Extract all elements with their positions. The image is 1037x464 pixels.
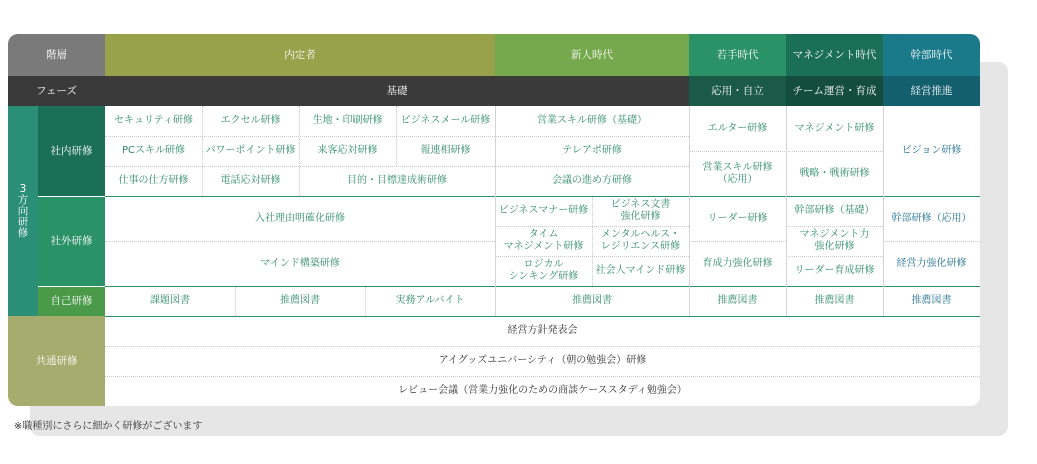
grid-line [235,286,236,316]
cell-joining-reason: 入社理由明確化研修 [255,212,345,224]
grid-line [105,376,980,377]
grid-line [105,166,689,167]
phase-applied: 応用・自立 [689,76,786,106]
common-item-review: レビュー会議（営業力強化のための商談ケーススタディ勉強会） [398,385,687,396]
cell-executive-basic: 幹部研修（基礎） [794,205,875,216]
cell-assigned-books: 課題図書 [150,295,190,306]
cell-recommended-books-management: 推薦図書 [814,295,855,306]
phase-management-promotion: 経営推進 [883,76,980,106]
cell-logical-thinking: ロジカル シンキング研修 [508,259,579,282]
cell-recommended-books-new: 推薦図書 [572,295,612,306]
cell-horenso: 報連相研修 [420,145,471,156]
grid-line [396,106,397,166]
cell-recommended-books-pre: 推薦図書 [280,295,320,306]
three-way-label: 3 方 向 研 修 [8,106,38,316]
cell-sales-applied: 営業スキル研修 （応用） [702,161,773,185]
grid-line [883,241,980,242]
grid-line [365,286,366,316]
self-label: 自己研修 [38,286,105,316]
cell-fabric-print: 生地・印刷研修 [312,115,383,126]
cell-pc-skill: PCスキル研修 [122,145,185,156]
grid-line [786,256,883,257]
cell-part-time-work: 実務アルバイト [395,295,465,306]
section-line [105,286,980,287]
section-line [786,106,787,316]
grid-line [592,196,593,286]
section-line [105,316,980,317]
phase-basic: 基礎 [105,76,689,106]
phase-team: チーム運営・育成 [786,76,883,106]
cell-executive-applied: 幹部研修（応用） [891,212,972,224]
grid-line [105,346,980,347]
header-management: マネジメント時代 [786,34,883,76]
header-new-employee: 新人時代 [495,34,689,76]
training-table [8,34,980,406]
grid-line [689,241,786,242]
cell-excel: エクセル研修 [220,115,281,126]
section-line [689,106,690,316]
header-young: 若手時代 [689,34,786,76]
common-item-university: アイグッズユニバーシティ（朝の勉強会）研修 [438,355,647,366]
common-item-policy: 経営方針発表会 [507,325,578,336]
header-pre-joiner: 内定者 [105,34,495,76]
cell-vision: ビジョン研修 [901,145,962,156]
phase-row-label: フェーズ [8,76,105,106]
cell-business-mail: ビジネスメール研修 [400,115,491,126]
cell-security: セキュリティ研修 [114,115,193,126]
cell-elder: エルター研修 [707,122,768,134]
section-line [495,106,496,316]
cell-sales-basic: 営業スキル研修（基礎） [537,115,647,126]
grid-line [105,241,495,242]
cell-leader: リーダー研修 [707,212,768,224]
cell-strategy: 戦略・戦術研修 [799,167,870,179]
cell-mental-health: メンタルヘルス・ レジリエンス研修 [600,229,681,252]
common-label: 共通研修 [8,316,105,406]
cell-time-management: タイム マネジメント研修 [503,229,584,252]
cell-working-mind: 社会人マインド研修 [595,265,686,276]
cell-phone: 電話応対研修 [220,175,281,186]
grid-line [299,106,300,196]
cell-work-method: 仕事の仕方研修 [118,175,189,186]
cell-powerpoint: パワーポイント研修 [205,145,296,156]
grid-line [202,106,203,166]
grid-line [202,166,203,196]
cell-business-document: ビジネス文書 強化研修 [610,199,671,222]
footnote: ※職種別にさらに細かく研修がございます [14,421,203,432]
header-executive: 幹部時代 [883,34,980,76]
section-line [38,196,105,197]
section-line [883,106,884,316]
external-label: 社外研修 [38,196,105,286]
cell-goal-achievement: 目的・目標達成術研修 [347,175,447,186]
section-line [38,286,105,287]
cell-teleapo: テレアポ研修 [562,145,622,156]
header-row-label: 階層 [8,34,105,76]
section-line [105,196,980,197]
cell-management-power: マネジメント力 強化研修 [799,229,870,252]
grid-line [105,136,689,137]
cell-development: 育成力強化研修 [702,257,773,269]
cell-meeting: 会議の進め方研修 [552,175,632,186]
cell-recommended-books-executive: 推薦図書 [911,295,952,306]
cell-business-manner: ビジネスマナー研修 [498,205,589,216]
cell-leader-development: リーダー育成研修 [794,265,875,276]
cell-recommended-books-young: 推薦図書 [717,295,758,306]
cell-management-strength: 経営力強化研修 [896,257,967,269]
cell-mind-building: マインド構築研修 [260,257,340,269]
grid-line [786,226,883,227]
cell-reception: 来客応対研修 [317,145,378,156]
cell-management-training: マネジメント研修 [794,122,875,134]
internal-label: 社内研修 [38,106,105,196]
